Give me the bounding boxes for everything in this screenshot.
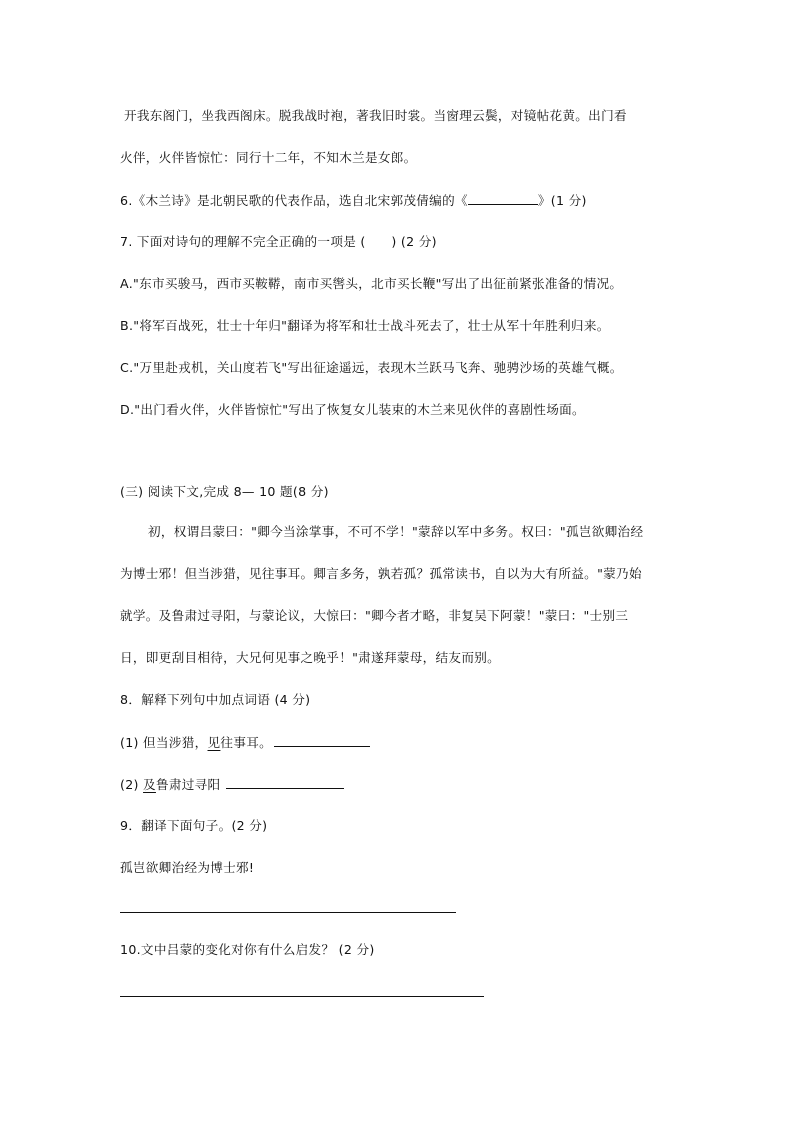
option-c: C."万里赴戎机，关山度若飞"写出征途遥远，表现木兰跃马飞奔、驰骋沙场的英雄气概。 <box>120 360 623 375</box>
question-9-sentence: 孤岂欲卿治经为博士邪! <box>120 860 255 875</box>
question-8-item-2 <box>120 776 344 793</box>
dotted-word-jian: 见 <box>207 735 221 750</box>
item-1-prefix: (1) 但当涉猎， <box>120 735 208 750</box>
question-6 <box>120 192 587 209</box>
question-8-item-1 <box>120 734 370 751</box>
item-2-prefix: (2) <box>120 777 144 792</box>
answer-blank-6[interactable] <box>468 192 538 205</box>
answer-blank-8-2[interactable] <box>226 776 344 789</box>
passage-line-1: 初，权谓吕蒙曰："卿今当涂掌事，不可不学！"蒙辞以军中多务。权曰："孤岂欲卿治经 <box>148 524 644 539</box>
dotted-word-ji: 及 <box>143 777 156 792</box>
poem-line-1: 开我东阁门，坐我西阁床。脱我战时袍，著我旧时裳。当窗理云鬓，对镜帖花黄。出门看 <box>124 108 627 123</box>
answer-line-9[interactable] <box>120 912 456 913</box>
option-a: A."东市买骏马，西市买鞍鞯，南市买辔头，北市买长鞭"写出了出征前紧张准备的情况。 <box>120 276 623 291</box>
passage-line-3: 就学。及鲁肃过寻阳，与蒙论议，大惊曰："卿今者才略，非复吴下阿蒙！"蒙曰："士别三 <box>120 608 629 623</box>
poem-line-2: 火伴，火伴皆惊忙：同行十二年，不知木兰是女郎。 <box>120 150 417 165</box>
question-6-score: 》(1 分) <box>537 193 587 208</box>
passage-line-2: 为博士邪！但当涉猎，见往事耳。卿言多务，孰若孤？孤常读书，自以为大有所益。"蒙乃始 <box>120 566 642 581</box>
option-d: D."出门看火伴，火伴皆惊忙"写出了恢复女儿装束的木兰来见伙伴的喜剧性场面。 <box>120 402 585 417</box>
answer-blank-8-1[interactable] <box>274 734 370 747</box>
question-8-stem: 8．解释下列句中加点词语 (4 分) <box>120 692 311 707</box>
passage-line-4: 日，即更刮目相待，大兄何见事之晚乎！"肃遂拜蒙母，结友而别。 <box>120 650 501 665</box>
question-7-stem: 7. 下面对诗句的理解不完全正确的一项是 ( ) (2 分) <box>120 234 437 249</box>
item-2-suffix: 鲁肃过寻阳 <box>155 777 221 792</box>
question-6-text: 6.《木兰诗》是北朝民歌的代表作品，选自北宋郭茂倩编的《 <box>120 193 468 208</box>
option-b: B."将军百战死，壮士十年归"翻译为将军和壮士战斗死去了，壮士从军十年胜利归来。 <box>120 318 610 333</box>
question-10-stem: 10.文中吕蒙的变化对你有什么启发？ (2 分) <box>120 942 375 957</box>
question-9-stem: 9．翻译下面句子。(2 分) <box>120 818 268 833</box>
section-3-heading: (三) 阅读下文,完成 8— 10 题(8 分) <box>120 484 329 499</box>
item-1-suffix: 往事耳。 <box>220 735 272 750</box>
answer-line-10[interactable] <box>120 996 484 997</box>
